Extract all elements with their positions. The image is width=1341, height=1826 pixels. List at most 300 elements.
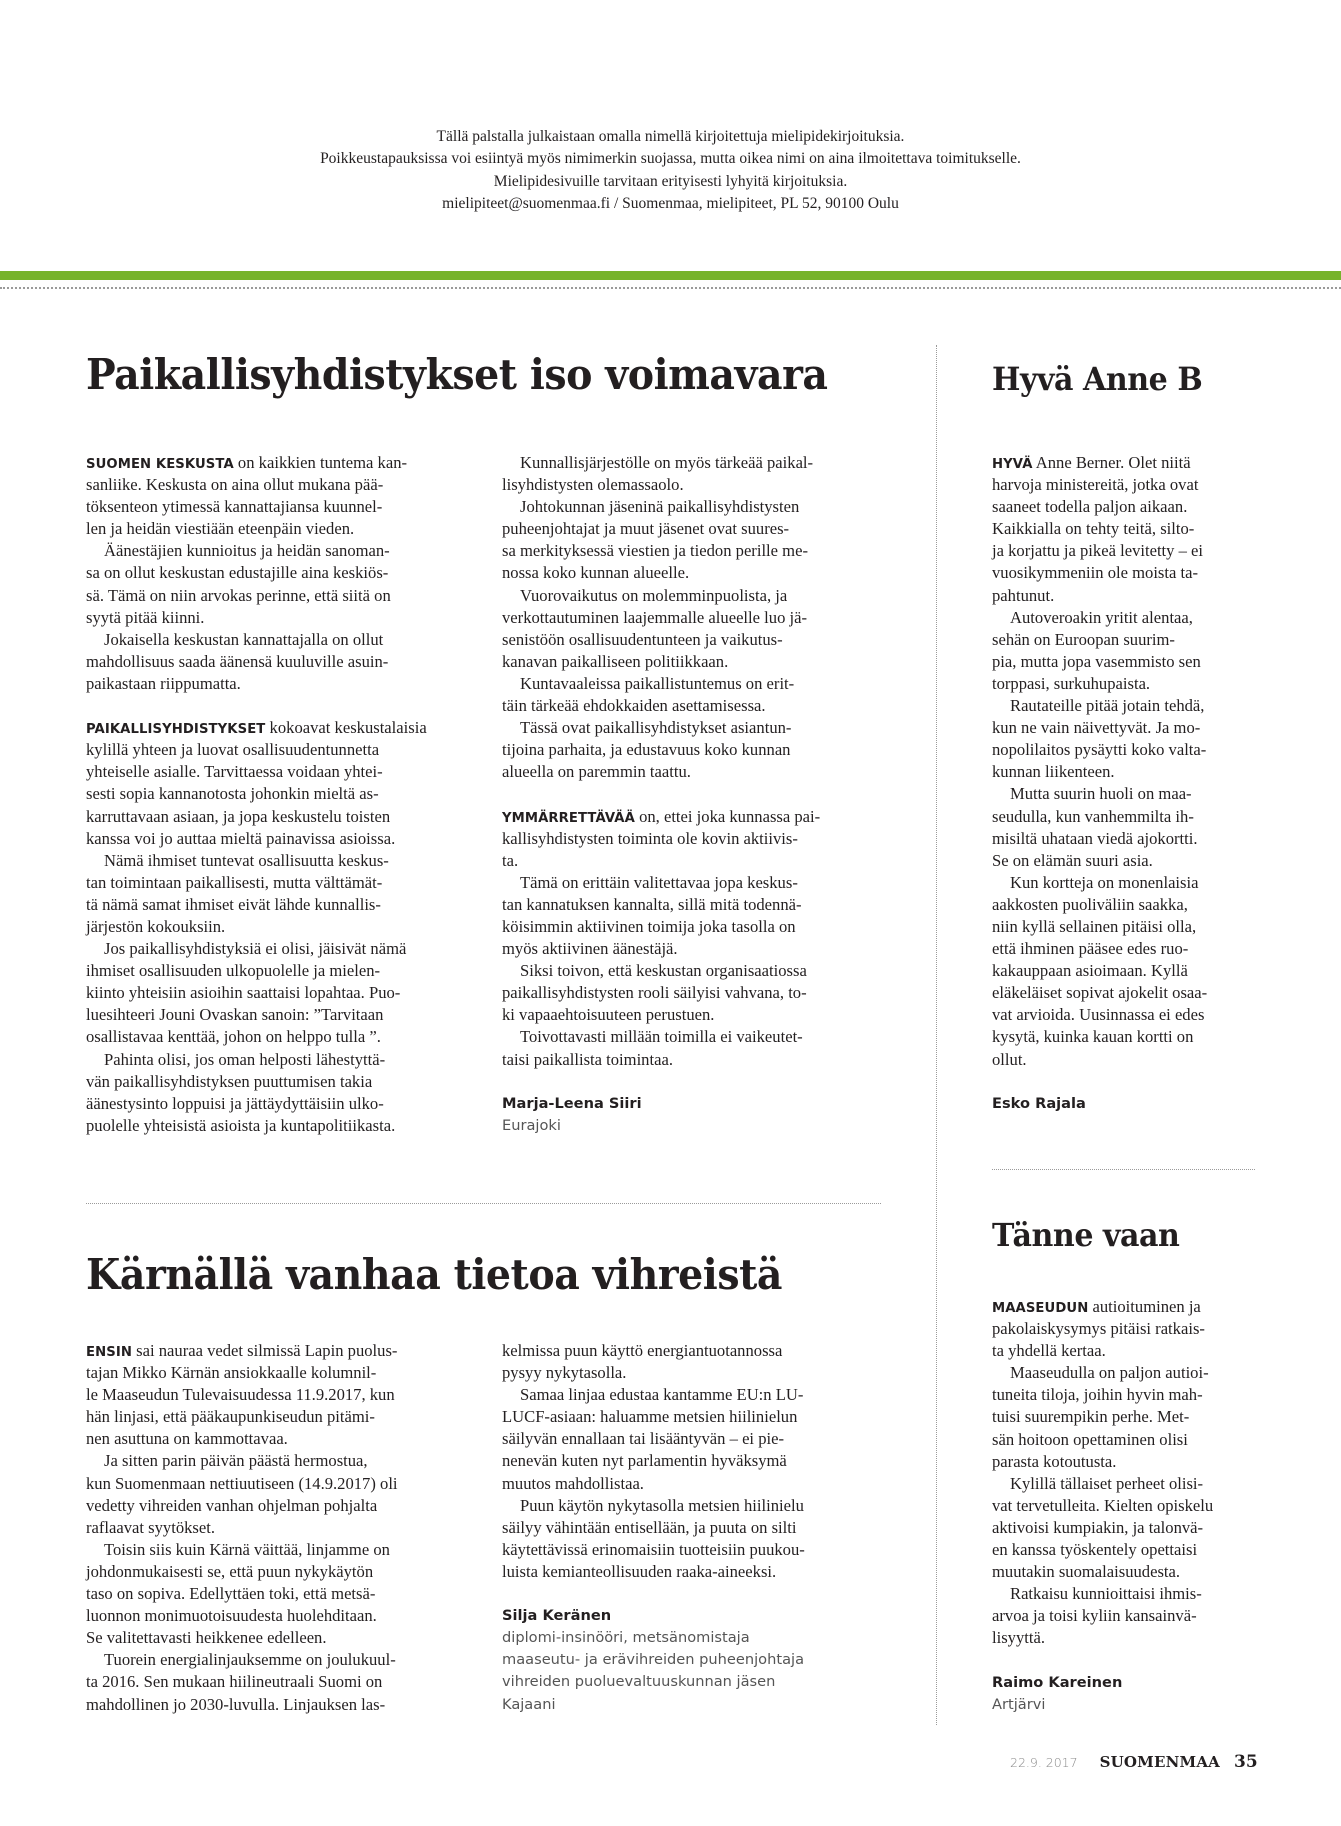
text-line <box>992 540 1262 562</box>
text-line <box>992 1384 1262 1406</box>
text-run: kanssa voi jo auttaa mieltä painavissa asioissa. <box>86 828 396 848</box>
text-line <box>86 938 466 960</box>
page-number: 35 <box>1234 1752 1258 1772</box>
text-line <box>86 1071 466 1093</box>
text-run: vat tervetulleita. Kielten opiskelu <box>992 1495 1214 1515</box>
text-run: kun ne vain näivettyvät. Ja mo- <box>992 718 1201 738</box>
text-line <box>992 806 1262 828</box>
text-line <box>502 1428 882 1450</box>
text-run: Siksi toivon, että keskustan organisaatiossa <box>520 961 807 981</box>
text-line <box>502 872 882 894</box>
text-line <box>992 452 1262 474</box>
text-run: mahdollinen jo 2030-luvulla. Linjauksen las- <box>86 1694 386 1714</box>
text-line <box>86 1627 466 1649</box>
text-line <box>992 1362 1262 1384</box>
text-run: tajan Mikko Kärnän ansiokkaalle kolumnil- <box>86 1363 377 1383</box>
text-line <box>86 452 466 474</box>
text-line <box>86 562 466 584</box>
intro-line: Mielipidesivuille tarvitaan erityisesti lyhyitä kirjoituksia. <box>493 172 848 190</box>
text-run: sai nauraa vedet silmissä Lapin puolus- <box>132 1341 398 1360</box>
text-run: ja korjattu ja pikeä levitetty – ei <box>992 541 1204 561</box>
text-run: nen asuttuna on kammottavaa. <box>86 1429 288 1449</box>
text-line <box>502 717 882 739</box>
text-run: Toisin siis kuin Kärnä väittää, linjamme on <box>104 1539 390 1559</box>
text-run: sa merkityksessä viestien ja tiedon perille me- <box>502 541 808 561</box>
text-run: Ja sitten parin päivän päästä hermostua, <box>104 1451 368 1471</box>
text-run: luonnon monimuotoisuudesta huolehditaan. <box>86 1606 377 1626</box>
author-name: Silja Keränen <box>502 1607 612 1625</box>
author-info: Artjärvi <box>992 1695 1046 1713</box>
text-run: vat arvioida. Uusinnassa ei edes <box>992 1005 1205 1025</box>
text-line <box>992 1318 1262 1340</box>
text-line <box>992 585 1262 607</box>
text-line <box>502 982 882 1004</box>
text-run: Tämä on erittäin valitettavaa jopa keskus- <box>520 872 798 892</box>
text-line <box>502 651 882 673</box>
text-line <box>992 960 1262 982</box>
text-line <box>992 1473 1262 1495</box>
text-line <box>502 1362 882 1384</box>
text-run: mahdollisuus saada äänensä kuuluville asuin- <box>86 651 389 671</box>
text-line <box>502 916 882 938</box>
author-info: Eurajoki <box>502 1116 561 1134</box>
text-run: kokoavat keskustalaisia <box>265 718 427 738</box>
text-line <box>502 518 882 540</box>
text-line <box>86 1539 466 1561</box>
text-run: misiltä uhataan viedä ajokortti. <box>992 828 1198 848</box>
text-line <box>992 673 1262 695</box>
text-line <box>992 1539 1262 1561</box>
text-run: paikallisyhdistysten rooli säilyisi vahvana, to- <box>502 983 807 1003</box>
author-info: diplomi-insinööri, metsänomistaja <box>502 1629 750 1647</box>
paragraph-gap <box>502 783 882 805</box>
text-run: Kuntavaaleissa paikallistuntemus on erit- <box>520 673 795 693</box>
text-line <box>86 717 466 739</box>
text-run: kakauppaan asioimaan. Kyllä <box>992 961 1188 981</box>
text-line <box>86 1649 466 1671</box>
text-run: puheenjohtajat ja muut jäsenet ovat suures- <box>502 519 790 539</box>
text-line <box>86 828 466 850</box>
text-line <box>86 982 466 1004</box>
paragraph-gap <box>992 1071 1262 1093</box>
text-line <box>86 1093 466 1115</box>
article-body-column <box>86 452 466 1137</box>
text-run: pahtunut. <box>992 585 1055 605</box>
text-run: syytä pitää kiinni. <box>86 607 205 627</box>
text-line <box>992 982 1262 1004</box>
text-run: kanavan paikalliseen politiikkaan. <box>502 651 729 671</box>
text-line <box>86 1671 466 1693</box>
text-line <box>86 1605 466 1627</box>
text-line <box>992 872 1262 894</box>
text-line <box>992 717 1262 739</box>
lead-in-caps: MAASEUDUN <box>992 1301 1089 1316</box>
text-line <box>992 761 1262 783</box>
text-line <box>502 938 882 960</box>
paragraph-gap <box>992 1650 1262 1672</box>
text-run: tijoina parhaita, ja edustavuus koko kunnan <box>502 740 791 760</box>
text-run: Se valitettavasti heikkenee edelleen. <box>86 1628 327 1648</box>
article-body-column <box>992 1296 1262 1716</box>
text-run: taso on sopiva. Edellyttäen toki, että metsä- <box>86 1584 376 1604</box>
text-run: Jos paikallisyhdistyksiä ei olisi, jäisivät nämä <box>104 939 407 959</box>
text-run: Kunnallisjärjestölle on myös tärkeää paikal- <box>520 453 814 472</box>
text-line <box>502 1517 882 1539</box>
text-run: kylillä yhteen ja luovat osallisuudentunnetta <box>86 740 380 760</box>
text-run: karruttavaan asiaan, ja jopa keskustelu toisten <box>86 806 391 826</box>
text-line <box>86 629 466 651</box>
text-run: lisyhdistysten olemassaolo. <box>502 475 684 495</box>
text-run: on, ettei joka kunnassa pai- <box>634 806 821 826</box>
lead-in-caps: YMMÄRRETTÄVÄÄ <box>502 810 635 826</box>
text-run: seudulla, kun vanhemmilta ih- <box>992 806 1194 826</box>
text-run: hän linjasi, että pääkaupunkiseudun pitämi- <box>86 1407 375 1427</box>
text-run: vuosikymmeniin ole moista ta- <box>992 563 1199 583</box>
paragraph-gap <box>86 695 466 717</box>
text-run: nenevän kuten nyt parlamentin hyväksymä <box>502 1451 787 1471</box>
text-run: muutos mahdollistaa. <box>502 1473 644 1493</box>
text-line <box>502 1049 882 1071</box>
text-run: Se on elämän suuri asia. <box>992 850 1153 870</box>
text-run: Äänestäjien kunnioitus ja heidän sanoman- <box>104 541 390 561</box>
author-name: Esko Rajala <box>992 1094 1086 1112</box>
lead-in-caps: PAIKALLISYHDISTYKSET <box>86 722 266 738</box>
text-line <box>992 629 1262 651</box>
text-line <box>86 651 466 673</box>
text-run: LUCF-asiaan: haluamme metsien hiilinielun <box>502 1407 798 1427</box>
text-run: luista kemianteollisuuden raaka-aineeksi. <box>502 1561 777 1581</box>
text-run: on kaikkien tuntema kan- <box>233 453 408 472</box>
text-run: niin kyllä sellainen pitäisi olla, <box>992 916 1197 936</box>
article-headline: Kärnällä vanhaa tietoa vihreistä <box>86 1250 782 1299</box>
text-line <box>992 1406 1262 1428</box>
text-line <box>86 474 466 496</box>
text-run: että ihminen pääsee edes ruo- <box>992 939 1189 959</box>
text-line <box>502 607 882 629</box>
text-run: Tässä ovat paikallisyhdistykset asiantun- <box>520 718 792 738</box>
text-run: Autoveroakin yritit alentaa, <box>1010 607 1193 627</box>
text-run: köisimmin aktiivinen toimija joka tasolla on <box>502 916 796 936</box>
text-run: kun Suomenmaan nettiuutiseen (14.9.2017) oli <box>86 1473 398 1493</box>
text-run: le Maaseudun Tulevaisuudessa 11.9.2017, kun <box>86 1385 395 1405</box>
text-line <box>86 1406 466 1428</box>
paragraph-gap <box>502 1583 882 1605</box>
text-run: äänestysinto loppuisi ja jättäydyttäisiin ulko- <box>86 1093 384 1113</box>
text-line <box>86 673 466 695</box>
text-line <box>502 850 882 872</box>
text-line <box>86 607 466 629</box>
text-run: Anne Berner. Olet niitä <box>1032 453 1191 472</box>
text-run: taisi paikallista toimintaa. <box>502 1049 673 1069</box>
text-line <box>86 872 466 894</box>
text-line <box>502 1384 882 1406</box>
article-body-column <box>502 1340 882 1716</box>
text-run: tan kannatuksen kannalta, sillä mitä todennä- <box>502 894 802 914</box>
text-run: töksenteon ytimessä kannattajiansa kuunnel- <box>86 497 383 517</box>
text-line <box>992 1627 1262 1649</box>
text-line <box>502 739 882 761</box>
text-run: Ratkaisu kunnioittaisi ihmis- <box>1010 1584 1202 1604</box>
author-info: maaseutu- ja erävihreiden puheenjohtaja <box>502 1651 805 1669</box>
text-line <box>992 916 1262 938</box>
dotted-divider <box>86 1203 881 1204</box>
text-run: torppasi, surkuhupaista. <box>992 673 1151 693</box>
text-run: Kun kortteja on monenlaisia <box>1010 872 1199 892</box>
text-run: puolelle yhteisistä asioista ja kuntapolitiikasta. <box>86 1115 396 1135</box>
author-name: Raimo Kareinen <box>992 1673 1123 1691</box>
text-run: tan toimintaan paikallisesti, mutta välttämät- <box>86 872 383 892</box>
text-line <box>502 1026 882 1048</box>
article-headline: Tänne vaan <box>992 1216 1180 1254</box>
text-run: täin tärkeää ehdokkaiden asettamisessa. <box>502 696 766 716</box>
text-run: nossa koko kunnan alueelle. <box>502 563 690 583</box>
text-run: ta yhdellä kertaa. <box>992 1341 1106 1361</box>
text-run: johdonmukaisesti se, että puun nykykäytön <box>86 1561 374 1581</box>
dotted-divider <box>0 287 1341 289</box>
text-line <box>86 761 466 783</box>
text-run: osallistavaa kenttää, johon on helppo tulla ”. <box>86 1027 381 1047</box>
text-run: lisyyttä. <box>992 1628 1046 1648</box>
text-run: yhteiselle asialle. Tarvittaessa voidaan yhtei- <box>86 762 383 782</box>
text-run: säilyvän ennallaan tai lisääntyvän – ei pie- <box>502 1429 784 1449</box>
text-line <box>992 474 1262 496</box>
text-run: aakkosten puoliväliin saakka, <box>992 894 1188 914</box>
text-run: Pahinta olisi, jos oman helposti lähestyttä- <box>104 1049 386 1069</box>
intro-line: Tällä palstalla julkaistaan omalla nimellä kirjoitettuja mielipidekirjoituksia. <box>436 128 905 145</box>
text-line <box>502 806 882 828</box>
text-line <box>502 894 882 916</box>
text-run: paikastaan riippumatta. <box>86 673 241 693</box>
text-run: aktivoisi kumpiakin, ja talonvä- <box>992 1517 1204 1537</box>
text-run: senistöön osallisuudentunteen ja vaikutus- <box>502 629 783 649</box>
text-run: kiinto yhteisiin asioihin saattaisi lopahtaa. Puo- <box>86 983 401 1003</box>
text-run: verkottautuminen laajemmalle alueelle luo jä- <box>502 607 808 627</box>
text-line <box>86 585 466 607</box>
text-line <box>502 1539 882 1561</box>
text-run: sesti sopia kannanotosta johonkin mieltä as- <box>86 784 379 804</box>
text-run: pia, mutta jopa vasemmisto sen <box>992 651 1201 671</box>
intro-contact-line: mielipiteet@suomenmaa.fi / Suomenmaa, mielipiteet, PL 52, 90100 Oulu <box>442 194 899 212</box>
author-info: Kajaani <box>502 1695 556 1713</box>
lead-in-caps: ENSIN <box>86 1345 132 1360</box>
article-body-column <box>502 452 882 1137</box>
text-line <box>86 1428 466 1450</box>
article-body-column <box>992 452 1262 1115</box>
text-run: saaneet todella paljon aikaan. <box>992 497 1188 517</box>
text-line <box>86 1026 466 1048</box>
text-run: sanliike. Keskusta on aina ollut mukana pää- <box>86 475 384 495</box>
text-line <box>86 1049 466 1071</box>
text-line <box>992 1561 1262 1583</box>
text-run: sa on ollut keskustan edustajille aina keskiös- <box>86 563 389 583</box>
text-run: raflaavat syytökset. <box>86 1517 216 1537</box>
text-run: alueella on paremmin taattu. <box>502 762 691 782</box>
text-line <box>502 1473 882 1495</box>
text-run: vän paikallisyhdistyksen puuttumisen takia <box>86 1071 373 1091</box>
section-accent-bar <box>0 271 1341 280</box>
text-line <box>502 1495 882 1517</box>
text-line <box>502 1004 882 1026</box>
text-run: säilyy vähintään entisellään, ja puuta on silti <box>502 1517 797 1537</box>
text-run: Mutta suurin huoli on maa- <box>1010 784 1192 804</box>
text-line <box>86 806 466 828</box>
text-line <box>502 761 882 783</box>
publication-name: SUOMENMAA <box>1099 1753 1221 1771</box>
text-line <box>992 651 1262 673</box>
text-run: ta. <box>502 850 519 870</box>
issue-date: 22.9. 2017 <box>1010 1755 1078 1770</box>
text-line <box>502 828 882 850</box>
text-line <box>992 1517 1262 1539</box>
text-line <box>86 1473 466 1495</box>
text-line <box>502 695 882 717</box>
text-line <box>86 850 466 872</box>
text-line <box>992 1049 1262 1071</box>
text-line <box>502 673 882 695</box>
text-run: kysytä, kuinka kauan kortti on <box>992 1027 1194 1047</box>
text-run: tuneita tiloja, joihin hyvin mah- <box>992 1385 1203 1405</box>
text-line <box>502 540 882 562</box>
text-line <box>992 496 1262 518</box>
text-line <box>86 894 466 916</box>
text-run: pysyy nykytasolla. <box>502 1363 627 1383</box>
text-line <box>992 1004 1262 1026</box>
text-run: tä nämä samat ihmiset eivät lähde kunnallis- <box>86 894 381 914</box>
text-run: ta 2016. Sen mukaan hiilineutraali Suomi on <box>86 1672 383 1692</box>
text-line <box>502 1340 882 1362</box>
text-line <box>86 1115 466 1137</box>
text-line <box>992 938 1262 960</box>
text-line <box>992 739 1262 761</box>
text-line <box>502 629 882 651</box>
text-line <box>86 1340 466 1362</box>
text-run: tuisi suurempikin perhe. Met- <box>992 1407 1190 1427</box>
text-line <box>992 607 1262 629</box>
text-run: pakolaiskysymys pitäisi ratkais- <box>992 1319 1205 1339</box>
text-line <box>992 1296 1262 1318</box>
lead-in-caps: SUOMEN KESKUSTA <box>86 457 234 472</box>
text-line <box>86 496 466 518</box>
text-line <box>502 1406 882 1428</box>
text-run: käytettävissä erinomaisiin tuotteisiin puukou- <box>502 1539 805 1559</box>
text-line <box>502 452 882 474</box>
paragraph-gap <box>502 1071 882 1093</box>
text-line <box>86 1495 466 1517</box>
text-line <box>992 1340 1262 1362</box>
text-line <box>86 783 466 805</box>
dotted-divider <box>992 1169 1255 1170</box>
text-line <box>86 739 466 761</box>
text-line <box>502 1450 882 1472</box>
intro-line: Poikkeustapauksissa voi esiintyä myös nimimerkin suojassa, mutta oikea nimi on aina ilmoitettava toimitukselle. <box>320 150 1021 168</box>
text-line <box>86 1004 466 1026</box>
text-run: myös aktiivinen äänestäjä. <box>502 939 678 959</box>
text-line <box>502 562 882 584</box>
text-line <box>992 894 1262 916</box>
text-run: autioituminen ja <box>1088 1297 1201 1316</box>
text-line <box>86 1517 466 1539</box>
text-line <box>502 1561 882 1583</box>
text-run: kunnan liikenteen. <box>992 762 1115 782</box>
text-run: eläkeläiset sopivat ajokelit osaa- <box>992 983 1208 1003</box>
text-line <box>502 496 882 518</box>
column-divider <box>936 345 937 1725</box>
text-run: len ja heidän viestiään eteenpäin vieden. <box>86 519 355 539</box>
text-line <box>86 916 466 938</box>
text-line <box>86 518 466 540</box>
submission-guidelines <box>0 126 1341 215</box>
author-name: Marja-Leena Siiri <box>502 1094 642 1112</box>
text-run: Jokaisella keskustan kannattajalla on ollut <box>104 629 384 649</box>
text-line <box>86 1384 466 1406</box>
text-line <box>992 1605 1262 1627</box>
text-line <box>502 474 882 496</box>
text-line <box>86 1561 466 1583</box>
lead-in-caps: HYVÄ <box>992 457 1033 472</box>
text-run: järjestön kokouksiin. <box>86 916 226 936</box>
text-line <box>502 585 882 607</box>
text-line <box>992 1429 1262 1451</box>
text-line <box>992 1451 1262 1473</box>
text-run: arvoa ja toisi kyliin kansainvä- <box>992 1606 1197 1626</box>
text-line <box>992 850 1262 872</box>
text-run: ollut. <box>992 1049 1027 1069</box>
text-run: Vuorovaikutus on molemminpuolista, ja <box>520 585 788 605</box>
text-run: muutakin suomalaisuudesta. <box>992 1562 1181 1582</box>
text-run: Kylillä tällaiset perheet olisi- <box>1010 1473 1204 1493</box>
text-line <box>86 1583 466 1605</box>
text-line <box>992 783 1262 805</box>
text-run: ki vapaaehtoisuuteen perustuen. <box>502 1005 715 1025</box>
text-run: Toivottavasti millään toimilla ei vaikeutet- <box>520 1027 803 1047</box>
text-line <box>86 1362 466 1384</box>
text-run: ihmiset osallisuuden ulkopuolelle ja mielen- <box>86 961 381 981</box>
text-run: Kaikkialla on tehty teitä, silto- <box>992 519 1195 539</box>
text-run: Maaseudulla on paljon autioi- <box>1010 1363 1209 1383</box>
text-run: sän hoitoon opettaminen olisi <box>992 1429 1188 1449</box>
text-line <box>992 828 1262 850</box>
text-run: nopolilaitos pysäytti koko valta- <box>992 740 1207 760</box>
text-line <box>86 1694 466 1716</box>
text-run: Tuorein energialinjauksemme on joulukuul- <box>104 1650 396 1670</box>
text-run: vedetty vihreiden vanhan ohjelman pohjalta <box>86 1495 378 1515</box>
text-line <box>992 695 1262 717</box>
text-run: Johtokunnan jäseninä paikallisyhdistysten <box>520 497 800 517</box>
text-run: Nämä ihmiset tuntevat osallisuutta keskus- <box>104 850 389 870</box>
text-run: sehän on Euroopan suurim- <box>992 629 1175 649</box>
author-info: vihreiden puoluevaltuuskunnan jäsen <box>502 1673 776 1691</box>
text-run: luesihteeri Jouni Ovaskan sanoin: ”Tarvitaan <box>86 1005 384 1025</box>
text-run: en kanssa työskentely opettaisi <box>992 1540 1198 1560</box>
text-line <box>992 1495 1262 1517</box>
article-headline: Hyvä Anne B <box>992 360 1203 398</box>
text-line <box>86 540 466 562</box>
text-run: Rautateille pitää jotain tehdä, <box>1010 696 1205 716</box>
text-line <box>992 1026 1262 1048</box>
page-footer <box>1010 1752 1258 1772</box>
text-run: harvoja ministereitä, jotka ovat <box>992 475 1199 495</box>
text-line <box>86 960 466 982</box>
text-line <box>992 518 1262 540</box>
text-run: kallisyhdistysten toiminta ole kovin aktiivis- <box>502 828 798 848</box>
article-body-column <box>86 1340 466 1716</box>
text-line <box>992 562 1262 584</box>
text-line <box>86 1450 466 1472</box>
text-run: parasta kotoutusta. <box>992 1451 1117 1471</box>
article-headline: Paikallisyhdistykset iso voimavara <box>86 350 828 399</box>
text-run: kelmissa puun käyttö energiantuotannossa <box>502 1341 783 1360</box>
text-line <box>992 1583 1262 1605</box>
